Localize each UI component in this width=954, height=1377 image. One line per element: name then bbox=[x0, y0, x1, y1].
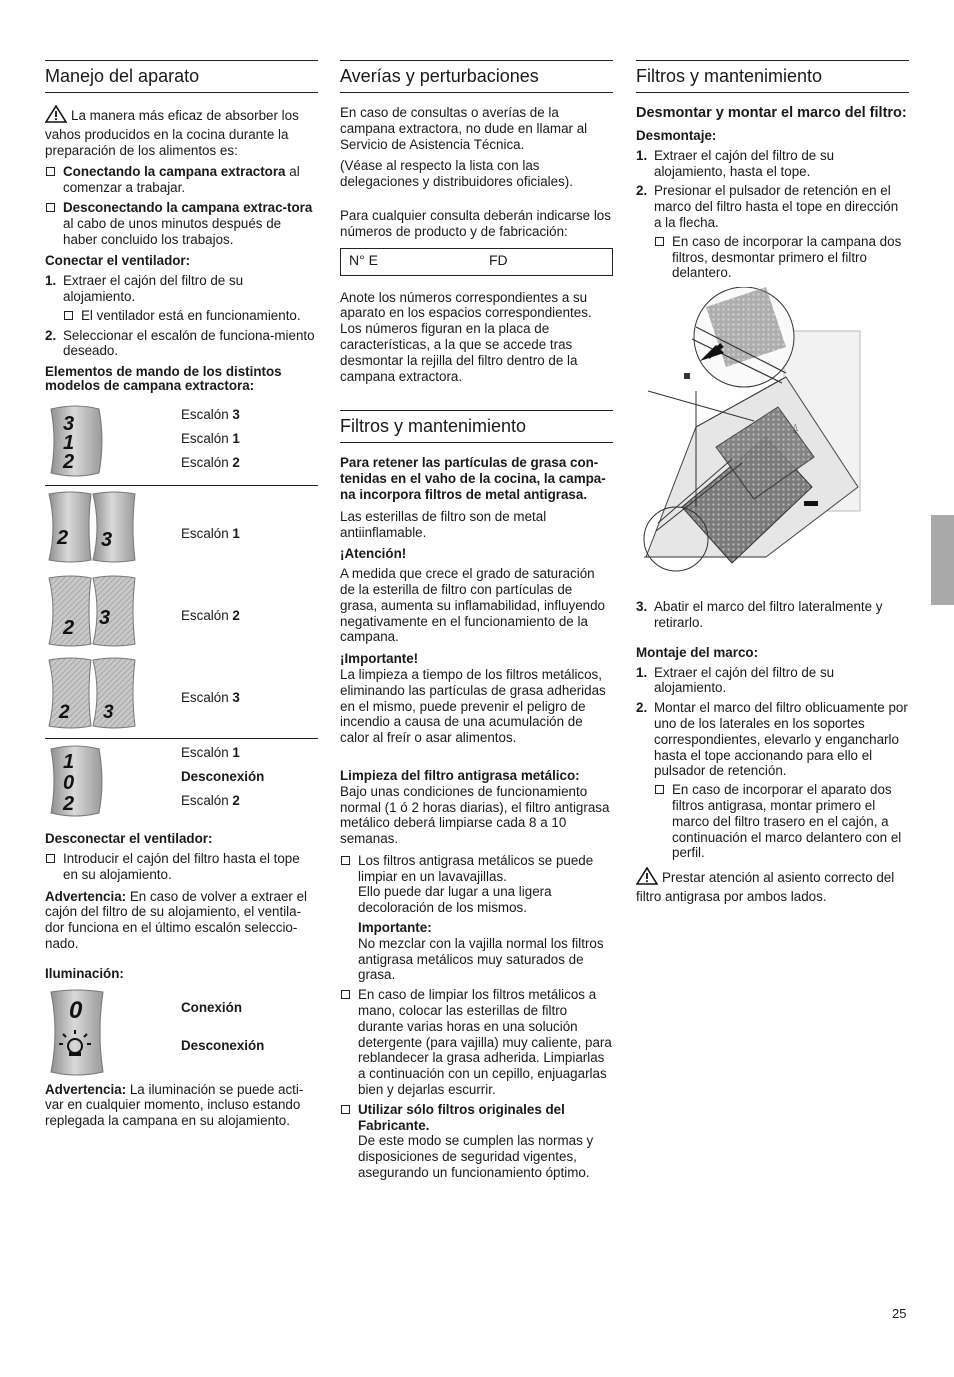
serial-number-box bbox=[340, 248, 613, 276]
control-label: Escalón 1 bbox=[181, 526, 240, 542]
dismount-heading: Desmontaje: bbox=[636, 128, 717, 143]
step-subitem: En caso de incorporar el aparato dos filtros antigrasa, montar primero el marco del filtro trasero en el cajón, a continuación el marco delantero con el perfil. bbox=[654, 782, 909, 861]
svg-text:1: 1 bbox=[63, 751, 75, 774]
paragraph: Anote los números correspondientes a su aparato en los espacios correspondientes. Los números figuran en la placa de características, a la que se accede tras desmontar la rejilla del filtro dentro de la campana extractora. bbox=[340, 289, 592, 384]
list-item: Utilizar sólo filtros originales del Fabricante. De este modo se cumplen las normas y disposiciones de seguridad vigentes, asegurando un funcionamiento óptimo. bbox=[340, 1102, 613, 1181]
control-off-switch bbox=[45, 739, 318, 825]
section-title-filtros: Filtros y mantenimiento bbox=[340, 410, 613, 443]
svg-text:2: 2 bbox=[63, 617, 75, 640]
list-item: Introducir el cajón del filtro hasta el tope en su alojamiento. bbox=[45, 851, 318, 883]
fd-label: FD bbox=[489, 251, 508, 268]
page-number: 25 bbox=[892, 1306, 907, 1321]
step-item: 2. Montar el marco del filtro oblicuamente por uno de los laterales en los soportes correspondientes, elevarlo y engancharlo hasta el tope accionando para ello el pulsador de retención. En caso de incorporar el aparato dos filtros antigrasa, montar primero el marco del filtro trasero en el cajón, a continuación el marco delantero con el perfil. bbox=[636, 700, 908, 861]
subtitle: Desmontar y montar el marco del filtro: bbox=[636, 105, 907, 121]
step-item: 3. Abatir el marco del filtro lateralmente y retirarlo. bbox=[636, 599, 883, 630]
svg-text:0: 0 bbox=[63, 772, 75, 795]
svg-text:2: 2 bbox=[57, 527, 69, 550]
column-filtros bbox=[636, 60, 909, 911]
paragraph: La limpieza a tiempo de los filtros metálicos, eliminando las partículas de grasa adheridas en el mismo, puede prevenir el peligro de incendio a causa de una acumulación de calor al freír o asar alimentos. bbox=[340, 666, 606, 746]
section-tab-marker bbox=[931, 515, 954, 605]
step-item bbox=[45, 328, 318, 360]
list-item: Los filtros antigrasa metálicos se puede limpiar en un lavavajillas. Ello puede dar lugar a una ligera decoloración de los mismos. Importante: No mezclar con la vajilla normal los filtros antigrasa metálicos muy saturados de grasa. bbox=[340, 853, 613, 983]
step-item: 1. Extraer el cajón del filtro de su alojamiento, hasta el tope. bbox=[636, 147, 835, 179]
column-averias bbox=[340, 60, 613, 1187]
svg-text:2: 2 bbox=[59, 702, 70, 724]
svg-text:⍙: ⍙ bbox=[792, 422, 799, 435]
clean-list bbox=[340, 853, 613, 1181]
step-item bbox=[45, 273, 318, 323]
mount-heading: Montaje del marco: bbox=[636, 644, 759, 660]
step-subitem: En caso de incorporar la campana dos filtros, desmontar primero el filtro delantero. bbox=[654, 234, 909, 281]
control-two-buttons-1 bbox=[45, 486, 318, 570]
control-two-buttons-2 bbox=[45, 570, 318, 654]
svg-text:2: 2 bbox=[63, 793, 75, 816]
control-three-step bbox=[45, 397, 318, 486]
digit-mid: 1 bbox=[63, 432, 75, 455]
paragraph: Para cualquier consulta deberán indicarse los números de producto y de fabricación: bbox=[340, 207, 611, 239]
bullet-text: al comenzar a trabajar. bbox=[63, 164, 300, 196]
control-label: Escalón 1 bbox=[181, 745, 240, 761]
importante-label: ¡Importante! bbox=[340, 651, 419, 667]
warning-icon bbox=[636, 867, 658, 889]
control-two-buttons-3 bbox=[45, 654, 318, 739]
dismount-step-3 bbox=[636, 599, 909, 631]
paragraph: (Véase al respecto la lista con las delegaciones y distribuidores oficiales). bbox=[340, 158, 573, 190]
bullet-bold: Desconectando la campana extrac-tora bbox=[63, 199, 313, 215]
mount-steps bbox=[636, 665, 909, 862]
bullet-bold: Conectando la campana extractora bbox=[63, 164, 286, 180]
paragraph: En caso de consultas o averías de la campana extractora, no dude en llamar al Servicio de Asistencia Técnica. bbox=[340, 105, 588, 152]
step-number: 2. bbox=[45, 327, 57, 343]
svg-text:3: 3 bbox=[103, 702, 114, 724]
paragraph: Bajo unas condiciones de funcionamiento normal (1 ó 2 horas diarias), el filtro antigrasa metálico deberá limpiarse cada 8 a 10 semanas. bbox=[340, 783, 610, 847]
advert-paragraph: Advertencia: La iluminación se puede acti-var en cualquier momento, incluso estando replegada la campana en su alojamiento. bbox=[45, 1081, 304, 1129]
svg-text:0: 0 bbox=[69, 996, 83, 1024]
advert-paragraph: Advertencia: En caso de volver a extraer el cajón del filtro de su alojamiento, el ventila-dor funciona en el último escalón seleccio-nado. bbox=[45, 888, 308, 951]
intro-paragraph bbox=[45, 105, 318, 158]
light-control bbox=[45, 986, 318, 1082]
filter-illustration bbox=[636, 287, 862, 593]
section-title-manejo: Manejo del aparato bbox=[45, 60, 318, 93]
step-item: 2. Presionar el pulsador de retención en el marco del filtro hasta el tope en dirección a la flecha. En caso de incorporar la campana dos filtros, desmontar primero el filtro delantero. bbox=[636, 183, 909, 281]
clean-heading: Limpieza del filtro antigrasa metálico: bbox=[340, 767, 580, 783]
light-on-label: Conexión bbox=[181, 999, 243, 1015]
column-manejo bbox=[45, 60, 318, 1135]
list-item: En caso de limpiar los filtros metálicos a mano, colocar las esterillas de filtro durante varias horas en una solución detergente (para vajilla) muy caliente, para reblandecer la grasa adherida. Limpiarlas a continuación con un cepillo, enjuagarlas bien y dejarlas escurrir. bbox=[340, 987, 613, 1098]
light-off-label: Desconexión bbox=[181, 1037, 265, 1053]
light-switch-icon bbox=[45, 988, 109, 1078]
section-title-averias: Averías y perturbaciones bbox=[340, 60, 613, 93]
paragraph: Las esterillas de filtro son de metal antiinflamable. bbox=[340, 508, 547, 540]
connect-heading: Conectar el ventilador: bbox=[45, 253, 191, 269]
list-item bbox=[45, 164, 318, 196]
disconnect-heading: Desconectar el ventilador: bbox=[45, 831, 213, 847]
control-label: Escalón 2 bbox=[181, 793, 240, 809]
paragraph: A medida que crece el grado de saturación de la esterilla de filtro con partículas de grasa, aumenta su inflamabilidad, influyendo negativamente en el funcionamiento de la campana. bbox=[340, 566, 606, 645]
digit-bottom: 2 bbox=[63, 451, 75, 474]
dismount-steps bbox=[636, 148, 909, 281]
rocker-switch-icon bbox=[47, 403, 105, 479]
connect-steps bbox=[45, 273, 318, 359]
step-subitem: El ventilador está en funcionamiento. bbox=[63, 308, 318, 324]
warning-paragraph: Prestar atención al asiento correcto del filtro antigrasa por ambos lados. bbox=[636, 867, 909, 905]
button-pair-icon bbox=[45, 656, 137, 732]
control-label: Escalón 3 bbox=[181, 407, 240, 423]
atencion-label: ¡Atención! bbox=[340, 546, 407, 562]
ne-label: N° E bbox=[349, 251, 378, 268]
button-pair-icon bbox=[45, 490, 137, 564]
bold-intro: Para retener las partículas de grasa con-tenidas en el vaho de la cocina, la campa-na incorpora filtros de metal antigrasa. bbox=[340, 455, 606, 502]
digit-top: 3 bbox=[63, 413, 75, 436]
list-item bbox=[45, 200, 318, 247]
control-label: Escalón 1 bbox=[181, 431, 240, 447]
control-label: Escalón 2 bbox=[181, 608, 240, 624]
step-text: Extraer el cajón del filtro de su alojamiento. bbox=[63, 273, 244, 304]
warning-icon bbox=[45, 105, 67, 127]
step-number: 1. bbox=[45, 273, 57, 289]
section-title-filtros-mantenimiento: Filtros y mantenimiento bbox=[636, 60, 909, 93]
step-item: 1. Extraer el cajón del filtro de su alojamiento. bbox=[636, 664, 835, 696]
controls-heading: Elementos de mando de los distintos modelos de campana extractora: bbox=[45, 364, 282, 394]
bullet-text: al cabo de unos minutos después de haber concluido los trabajos. bbox=[63, 215, 282, 247]
svg-text:3: 3 bbox=[99, 607, 111, 630]
disconnect-list bbox=[45, 851, 318, 883]
control-label-off: Desconexión bbox=[181, 769, 265, 785]
usage-list bbox=[45, 164, 318, 247]
step-text: Seleccionar el escalón de funciona-miento deseado. bbox=[63, 327, 315, 359]
svg-text:3: 3 bbox=[101, 529, 113, 552]
light-heading: Iluminación: bbox=[45, 965, 124, 981]
control-label: Escalón 3 bbox=[181, 690, 240, 706]
intro-text: La manera más eficaz de absorber los vahos producidos en la cocina durante la preparación de los alimentos es: bbox=[45, 108, 299, 158]
control-label: Escalón 2 bbox=[181, 455, 240, 471]
rocker-switch-icon bbox=[47, 743, 105, 819]
button-pair-icon bbox=[45, 574, 137, 648]
